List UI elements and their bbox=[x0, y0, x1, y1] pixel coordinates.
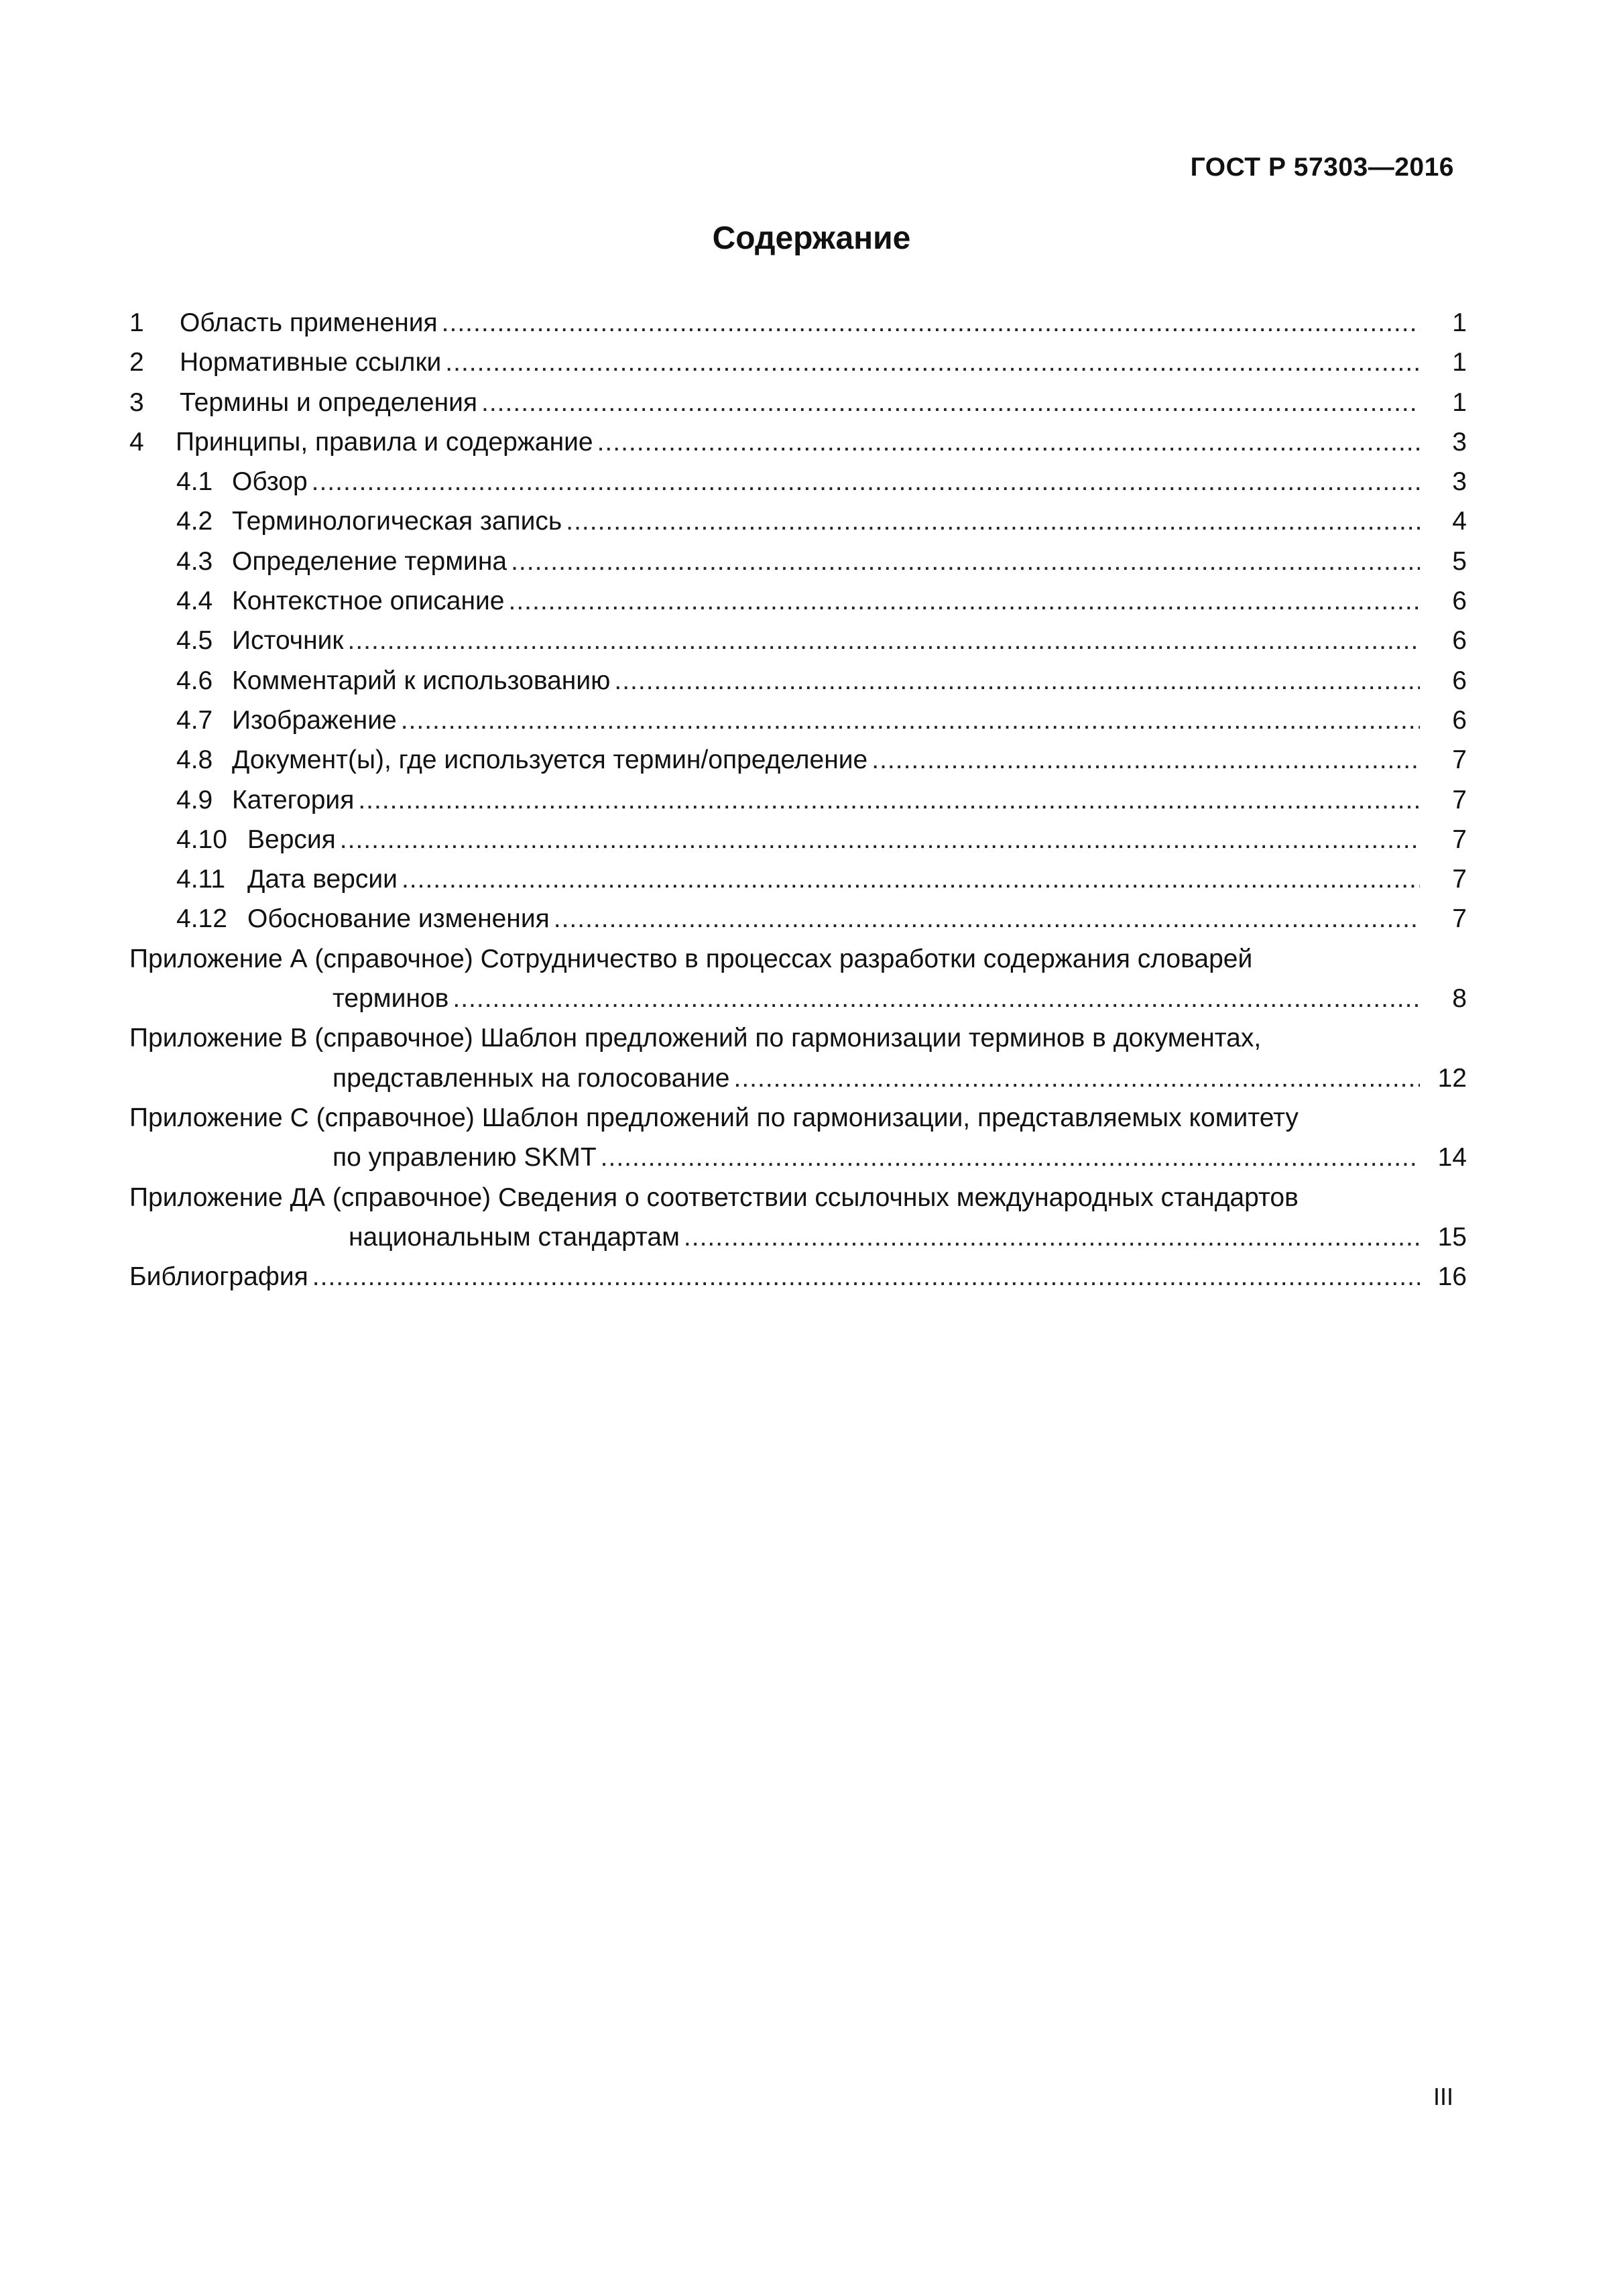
toc-entry-label: Термины и определения bbox=[180, 387, 478, 417]
toc-entry-label: Комментарий к использованию bbox=[232, 666, 611, 695]
toc-entry-page: 14 bbox=[1437, 1143, 1467, 1172]
toc-entry-page: 1 bbox=[1452, 387, 1467, 417]
toc-entry-label: Принципы, правила и содержание bbox=[176, 427, 593, 457]
toc-entry-number: 4.7 bbox=[176, 705, 213, 735]
toc-entry-label: Приложение С (справочное) Шаблон предложений по гармонизации, представляемых комитету bbox=[129, 1103, 1299, 1132]
toc-entry-4-2[interactable] bbox=[129, 501, 1467, 541]
toc-entry-4-11[interactable] bbox=[129, 859, 1467, 899]
dot-leader bbox=[511, 542, 1420, 581]
toc-entry-page: 1 bbox=[1452, 308, 1467, 337]
toc-entry-label: Приложение А (справочное) Сотрудничество в процессах разработки содержания словарей bbox=[129, 944, 1253, 973]
dot-leader bbox=[508, 581, 1420, 621]
toc-entry-number: 4 bbox=[129, 427, 144, 457]
toc-entry-page: 6 bbox=[1452, 705, 1467, 735]
toc-entry-number: 4.10 bbox=[176, 825, 227, 854]
toc-entry-label: Источник bbox=[232, 626, 344, 656]
toc-entry-page: 7 bbox=[1452, 825, 1467, 854]
toc-entry-1[interactable] bbox=[129, 303, 1467, 343]
toc-entry-4-7[interactable] bbox=[129, 701, 1467, 740]
toc-entry-number: 4.12 bbox=[176, 904, 227, 934]
toc-entry-page: 16 bbox=[1437, 1262, 1467, 1292]
toc-entry-label: Терминологическая запись bbox=[232, 507, 562, 536]
toc-entry-3[interactable] bbox=[129, 383, 1467, 422]
dot-leader bbox=[401, 701, 1420, 740]
dot-leader bbox=[614, 661, 1420, 701]
page-number: III bbox=[1433, 2083, 1453, 2110]
toc-entry-label: Изображение bbox=[232, 705, 397, 735]
toc-entry-number: 4.3 bbox=[176, 546, 213, 576]
toc-entry-label: Библиография bbox=[129, 1262, 308, 1292]
toc-entry-label: Категория bbox=[232, 785, 355, 814]
toc-entry-4-12[interactable] bbox=[129, 899, 1467, 939]
toc-entry-page: 6 bbox=[1452, 587, 1467, 616]
toc-entry-page: 3 bbox=[1452, 467, 1467, 497]
toc-entry-label-continued: представленных на голосование bbox=[333, 1063, 730, 1093]
dot-leader bbox=[871, 740, 1420, 780]
toc-entry-4-5[interactable] bbox=[129, 621, 1467, 660]
toc-entry-appendix-da[interactable] bbox=[129, 1178, 1467, 1258]
toc-entry-label: Обзор bbox=[232, 467, 308, 497]
toc-entry-4-3[interactable] bbox=[129, 542, 1467, 581]
toc-entry-number: 4.1 bbox=[176, 467, 213, 497]
toc-entry-number: 4.2 bbox=[176, 507, 213, 536]
toc-entry-page: 6 bbox=[1452, 626, 1467, 656]
toc-entry-4-1[interactable] bbox=[129, 462, 1467, 501]
toc-entry-page: 8 bbox=[1452, 984, 1467, 1014]
dot-leader bbox=[312, 1257, 1420, 1296]
toc-entry-4-4[interactable] bbox=[129, 581, 1467, 621]
toc-entry-4-6[interactable] bbox=[129, 661, 1467, 701]
dot-leader bbox=[453, 979, 1420, 1018]
toc-entry-appendix-b[interactable] bbox=[129, 1018, 1467, 1098]
dot-leader bbox=[733, 1059, 1420, 1098]
toc-entry-number: 4.8 bbox=[176, 745, 213, 775]
dot-leader bbox=[597, 422, 1420, 462]
toc-entry-label: Нормативные ссылки bbox=[180, 348, 442, 377]
toc-entry-label-continued: национальным стандартам bbox=[349, 1222, 680, 1252]
toc-entry-4[interactable] bbox=[129, 422, 1467, 462]
toc-entry-label: Приложение В (справочное) Шаблон предложений по гармонизации терминов в документах, bbox=[129, 1024, 1262, 1053]
toc-entry-page: 3 bbox=[1452, 427, 1467, 457]
toc-entry-page: 12 bbox=[1437, 1063, 1467, 1093]
toc-entry-label: Определение термина bbox=[232, 546, 507, 576]
toc-entry-label: Область применения bbox=[180, 308, 438, 337]
toc-entry-label: Версия bbox=[247, 825, 336, 854]
toc-entry-appendix-a[interactable] bbox=[129, 939, 1467, 1019]
toc-entry-label-continued: терминов bbox=[333, 984, 449, 1014]
dot-leader bbox=[348, 621, 1421, 660]
toc-entry-label: Дата версии bbox=[247, 865, 398, 894]
dot-leader bbox=[442, 303, 1420, 343]
toc-entry-page: 6 bbox=[1452, 666, 1467, 695]
toc-entry-number: 4.4 bbox=[176, 587, 213, 616]
toc-entry-2[interactable] bbox=[129, 343, 1467, 382]
table-of-contents bbox=[129, 303, 1467, 1296]
document-code: ГОСТ Р 57303—2016 bbox=[1190, 153, 1454, 182]
toc-entry-label: Документ(ы), где используется термин/определение bbox=[232, 745, 868, 775]
toc-entry-number: 4.9 bbox=[176, 785, 213, 814]
toc-entry-page: 4 bbox=[1452, 507, 1467, 536]
toc-entry-label-continued: по управлению SKMT bbox=[333, 1143, 597, 1172]
dot-leader bbox=[481, 383, 1420, 422]
toc-entry-4-10[interactable] bbox=[129, 820, 1467, 859]
toc-entry-number: 3 bbox=[129, 387, 144, 417]
dot-leader bbox=[684, 1217, 1420, 1257]
toc-entry-appendix-c[interactable] bbox=[129, 1098, 1467, 1178]
toc-entry-page: 7 bbox=[1452, 785, 1467, 814]
toc-entry-page: 5 bbox=[1452, 546, 1467, 576]
dot-leader bbox=[445, 343, 1420, 382]
dot-leader bbox=[554, 899, 1420, 939]
toc-entry-number: 2 bbox=[129, 348, 144, 377]
dot-leader bbox=[312, 462, 1420, 501]
toc-entry-4-9[interactable] bbox=[129, 780, 1467, 820]
toc-entry-page: 1 bbox=[1452, 348, 1467, 377]
toc-entry-number: 4.6 bbox=[176, 666, 213, 695]
dot-leader bbox=[340, 820, 1420, 859]
dot-leader bbox=[601, 1138, 1420, 1177]
dot-leader bbox=[402, 859, 1420, 899]
toc-entry-page: 7 bbox=[1452, 865, 1467, 894]
toc-entry-number: 4.11 bbox=[176, 865, 226, 894]
toc-entry-label: Приложение ДА (справочное) Сведения о соответствии ссылочных международных стандартов bbox=[129, 1183, 1299, 1212]
toc-entry-number: 4.5 bbox=[176, 626, 213, 656]
toc-entry-number: 1 bbox=[129, 308, 144, 337]
toc-entry-label: Обоснование изменения bbox=[247, 904, 550, 934]
toc-entry-label: Контекстное описание bbox=[232, 587, 505, 616]
toc-entry-4-8[interactable] bbox=[129, 740, 1467, 780]
toc-title: Содержание bbox=[712, 221, 911, 256]
toc-entry-page: 15 bbox=[1437, 1222, 1467, 1252]
toc-entry-bibliography[interactable] bbox=[129, 1257, 1467, 1296]
toc-entry-page: 7 bbox=[1452, 904, 1467, 934]
dot-leader bbox=[566, 501, 1420, 541]
dot-leader bbox=[358, 780, 1420, 820]
toc-entry-page: 7 bbox=[1452, 745, 1467, 775]
